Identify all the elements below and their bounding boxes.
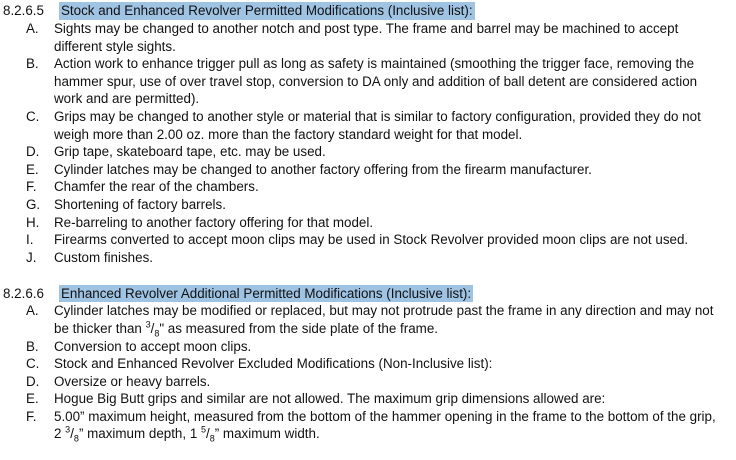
list-item-text: Grips may be changed to another style or material that is similar to factory configuration, provided they do not weigh more than 2.00 oz. more than the factory standard weight for that model. [54, 108, 701, 142]
section-8-2-6-5 [0, 2, 736, 266]
section-8-2-6-6 [0, 284, 736, 443]
list-item-text: Custom finishes. [54, 249, 153, 265]
fraction-denominator: 8 [154, 328, 160, 339]
list-marker: C. [26, 108, 40, 124]
list-item-text: Chamfer the rear of the chambers. [54, 179, 259, 195]
fraction-numerator: 5 [200, 425, 206, 435]
list-marker: B. [26, 338, 39, 354]
text-segment: ” maximum depth, 1 [78, 426, 201, 442]
section-number: 8.2.6.5 [3, 3, 44, 19]
list-item-text: Stock and Enhanced Revolver Excluded Modifications (Non-Inclusive list): [54, 356, 493, 372]
list-item [0, 302, 736, 337]
list-item-text: Cylinder latches may be changed to another factory offering from the firearm manufacturer. [54, 161, 592, 177]
section-heading [3, 284, 736, 302]
list-item [0, 338, 736, 356]
list-marker: D. [26, 373, 40, 389]
fraction-denominator: 8 [209, 434, 215, 445]
section-spacer [0, 266, 736, 284]
section-heading [3, 2, 736, 20]
list-item [0, 108, 736, 143]
list-marker: G. [26, 196, 41, 212]
section-number: 8.2.6.6 [3, 285, 44, 301]
list-item [0, 249, 736, 267]
list-item-text: Oversize or heavy barrels. [54, 373, 211, 389]
list-item [0, 373, 736, 391]
list-item [0, 355, 736, 373]
fraction-numerator: 3 [145, 319, 151, 330]
text-segment: ” maximum width. [214, 426, 320, 442]
text-segment: " as measured from the side plate of the frame. [159, 320, 438, 336]
list-item-text: Shortening of factory barrels. [54, 196, 226, 212]
list-item-text: Firearms converted to accept moon clips may be used in Stock Revolver provided moon clips are not used. [54, 232, 689, 248]
fraction-denominator: 8 [73, 434, 79, 445]
list-marker: A. [26, 303, 39, 319]
list-marker: F. [26, 179, 37, 195]
list-marker: J. [26, 249, 37, 265]
list-item [0, 196, 736, 214]
fraction-numerator: 3 [65, 425, 71, 435]
list-item [0, 55, 736, 108]
list-marker: B. [26, 56, 39, 72]
list-marker: E. [26, 391, 39, 407]
list-item [0, 161, 736, 179]
list-item-text: Grip tape, skateboard tape, etc. may be used. [54, 144, 326, 160]
list-item [0, 231, 736, 249]
list-item-text: Sights may be changed to another notch and post type. The frame and barrel may be machined to accept different style sights. [54, 21, 679, 54]
list-item-text: Cylinder latches may be modified or replaced, but may not protrude past the frame in any direction and may not be thicker than $^3/_8$" as measured from the side plate of the frame. [54, 303, 714, 339]
list-item [0, 143, 736, 161]
modification-list [0, 20, 736, 266]
list-item [0, 20, 736, 55]
list-item [0, 408, 736, 443]
list-marker: D. [26, 144, 40, 160]
list-item-text: Re-barreling to another factory offering for that model. [54, 214, 374, 230]
text-segment: 5.00” maximum height, measured from the bottom of the hammer opening in the frame to the bottom of the grip, 2 [54, 408, 716, 442]
list-item-text: Hogue Big Butt grips and similar are not allowed. The maximum grip dimensions allowed are: [54, 391, 606, 407]
list-marker: F. [26, 408, 37, 424]
section-title-highlighted: Stock and Enhanced Revolver Permitted Modifications (Inclusive list): [61, 3, 473, 19]
list-item-text: Action work to enhance trigger pull as long as safety is maintained (smoothing the trigger face, removing the hammer spur, use of over travel stop, conversion to DA only and addition of ball detent are considered action work and are permitted). [54, 56, 698, 107]
list-marker: I. [26, 232, 34, 248]
modification-list [0, 302, 736, 443]
list-item [0, 214, 736, 232]
list-marker: C. [26, 356, 40, 372]
section-title-highlighted: Enhanced Revolver Additional Permitted Modifications (Inclusive list): [61, 285, 472, 301]
list-item-text: 5.00” maximum height, measured from the bottom of the hammer opening in the frame to the bottom of the grip, 2 $^3/_8$” maximum depth, 1 $^5/_8$” maximum width. [54, 408, 716, 445]
list-item [0, 178, 736, 196]
list-item-text: Conversion to accept moon clips. [54, 338, 252, 354]
list-marker: A. [26, 21, 39, 36]
list-item [0, 390, 736, 408]
list-marker: H. [26, 214, 40, 230]
text-segment: Cylinder latches may be modified or replaced, but may not protrude past the frame in any direction and may not be thicker than [54, 303, 714, 336]
list-marker: E. [26, 161, 39, 177]
